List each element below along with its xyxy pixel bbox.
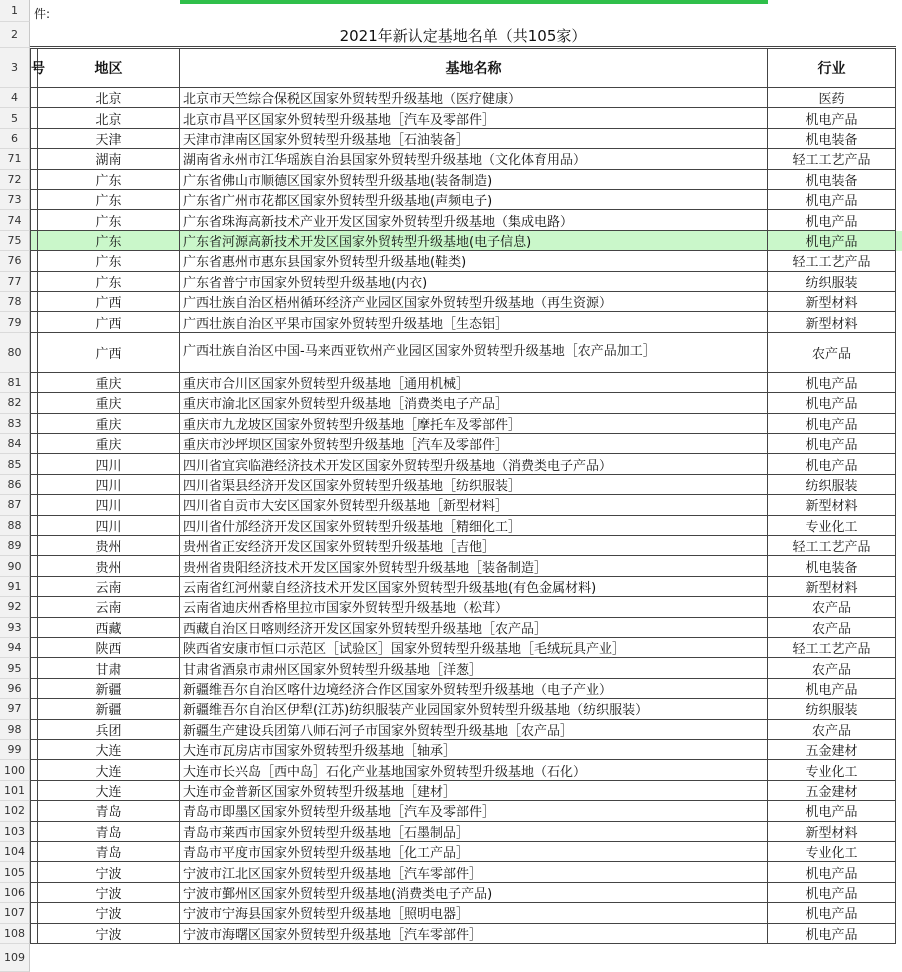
- header-col-a: 号: [30, 48, 38, 88]
- cell-base-name[interactable]: 重庆市渝北区国家外贸转型升级基地［消费类电子产品］: [180, 393, 768, 413]
- cell-region[interactable]: 广东: [38, 170, 180, 190]
- cell-region[interactable]: 四川: [38, 454, 180, 474]
- cell-industry[interactable]: 机电产品: [768, 190, 896, 210]
- cell-industry[interactable]: 轻工工艺产品: [768, 251, 896, 271]
- row-header[interactable]: 92: [0, 597, 30, 617]
- cell-industry[interactable]: 医药: [768, 88, 896, 108]
- cell-region[interactable]: 重庆: [38, 393, 180, 413]
- row-header[interactable]: 109: [0, 944, 30, 972]
- cell-col-a[interactable]: [30, 822, 38, 842]
- cell-col-a[interactable]: [30, 516, 38, 536]
- cell-base-name[interactable]: 广东省广州市花都区国家外贸转型升级基地(声频电子): [180, 190, 768, 210]
- cell-base-name[interactable]: 四川省宜宾临港经济技术开发区国家外贸转型升级基地（消费类电子产品）: [180, 454, 768, 474]
- cell-region[interactable]: 北京: [38, 88, 180, 108]
- row-header[interactable]: 2: [0, 22, 30, 48]
- row-header[interactable]: 77: [0, 272, 30, 292]
- cell-base-name[interactable]: 陕西省安康市恒口示范区［试验区］国家外贸转型升级基地［毛绒玩具产业］: [180, 638, 768, 658]
- row-header[interactable]: 1: [0, 0, 30, 22]
- cell-industry[interactable]: 五金建材: [768, 740, 896, 760]
- cell-industry[interactable]: 机电产品: [768, 801, 896, 821]
- cell-col-a[interactable]: [30, 251, 38, 271]
- cell-base-name[interactable]: 云南省红河州蒙自经济技术开发区国家外贸转型升级基地(有色金属材料): [180, 577, 768, 597]
- cell-industry[interactable]: 专业化工: [768, 760, 896, 780]
- cell-industry[interactable]: 机电装备: [768, 556, 896, 576]
- cell-col-a[interactable]: [30, 292, 38, 312]
- row-header[interactable]: 76: [0, 251, 30, 271]
- cell-region[interactable]: 云南: [38, 577, 180, 597]
- row-header[interactable]: 90: [0, 556, 30, 576]
- cell-base-name[interactable]: 大连市瓦房店市国家外贸转型升级基地［轴承］: [180, 740, 768, 760]
- cell-base-name[interactable]: 重庆市九龙坡区国家外贸转型升级基地［摩托车及零部件］: [180, 414, 768, 434]
- row-header[interactable]: 100: [0, 760, 30, 780]
- cell-industry[interactable]: 机电产品: [768, 108, 896, 128]
- cell-col-a[interactable]: [30, 373, 38, 393]
- row-header[interactable]: 94: [0, 638, 30, 658]
- cell-base-name[interactable]: 广东省珠海高新技术产业开发区国家外贸转型升级基地（集成电路）: [180, 210, 768, 230]
- cell-base-name[interactable]: 西藏自治区日喀则经济开发区国家外贸转型升级基地［农产品］: [180, 618, 768, 638]
- cell-region[interactable]: 大连: [38, 760, 180, 780]
- cell-col-a[interactable]: [30, 454, 38, 474]
- cell-base-name[interactable]: 云南省迪庆州香格里拉市国家外贸转型升级基地（松茸）: [180, 597, 768, 617]
- cell-region[interactable]: 大连: [38, 781, 180, 801]
- cell-base-name[interactable]: 宁波市海曙区国家外贸转型升级基地［汽车零部件］: [180, 924, 768, 944]
- cell-col-a[interactable]: [30, 333, 38, 373]
- cell-region[interactable]: 宁波: [38, 924, 180, 944]
- cell-region[interactable]: 广西: [38, 333, 180, 373]
- cell-col-a[interactable]: [30, 231, 38, 251]
- cell-industry[interactable]: 农产品: [768, 333, 896, 373]
- cell-region[interactable]: 广西: [38, 312, 180, 332]
- header-region: 地区: [38, 48, 180, 88]
- cell-base-name[interactable]: 广东省普宁市国家外贸转型升级基地(内衣): [180, 272, 768, 292]
- header-name: 基地名称: [180, 48, 768, 88]
- cell-base-name[interactable]: 大连市长兴岛［西中岛］石化产业基地国家外贸转型升级基地（石化）: [180, 760, 768, 780]
- cell-industry[interactable]: 机电产品: [768, 373, 896, 393]
- cell-col-a[interactable]: [30, 272, 38, 292]
- cell-industry[interactable]: 机电装备: [768, 170, 896, 190]
- row-header[interactable]: 6: [0, 129, 30, 149]
- cell-region[interactable]: 四川: [38, 516, 180, 536]
- cell-base-name[interactable]: 重庆市合川区国家外贸转型升级基地［通用机械］: [180, 373, 768, 393]
- cell-col-a[interactable]: [30, 842, 38, 862]
- cell-col-a[interactable]: [30, 312, 38, 332]
- cell-col-a[interactable]: [30, 740, 38, 760]
- row-header[interactable]: 4: [0, 88, 30, 108]
- row-header[interactable]: 108: [0, 924, 30, 944]
- cell-region[interactable]: 广东: [38, 210, 180, 230]
- row-header[interactable]: 107: [0, 903, 30, 923]
- cell-region[interactable]: 宁波: [38, 862, 180, 882]
- cell-base-name[interactable]: 重庆市沙坪坝区国家外贸转型升级基地［汽车及零部件］: [180, 434, 768, 454]
- row-header[interactable]: 81: [0, 373, 30, 393]
- cell-base-name[interactable]: 四川省渠县经济开发区国家外贸转型升级基地［纺织服装］: [180, 475, 768, 495]
- cell-base-name[interactable]: 天津市津南区国家外贸转型升级基地［石油装备］: [180, 129, 768, 149]
- cell-col-a[interactable]: [30, 924, 38, 944]
- row-header[interactable]: 83: [0, 414, 30, 434]
- row-header[interactable]: 75: [0, 231, 30, 251]
- cell-col-a[interactable]: [30, 638, 38, 658]
- cell-industry[interactable]: 农产品: [768, 618, 896, 638]
- cell-col-a[interactable]: [30, 393, 38, 413]
- row-header[interactable]: 99: [0, 740, 30, 760]
- cell-col-a[interactable]: [30, 556, 38, 576]
- cell-region[interactable]: 兵团: [38, 720, 180, 740]
- row-header[interactable]: 80: [0, 333, 30, 373]
- cell-region[interactable]: 青岛: [38, 842, 180, 862]
- cell-base-name[interactable]: 贵州省正安经济开发区国家外贸转型升级基地［吉他］: [180, 536, 768, 556]
- cell-base-name[interactable]: 广西壮族自治区梧州循环经济产业园区国家外贸转型升级基地（再生资源）: [180, 292, 768, 312]
- cell-base-name[interactable]: 青岛市即墨区国家外贸转型升级基地［汽车及零部件］: [180, 801, 768, 821]
- row-header[interactable]: 93: [0, 618, 30, 638]
- cell-region[interactable]: 宁波: [38, 903, 180, 923]
- cell-col-a[interactable]: [30, 536, 38, 556]
- row-header[interactable]: 89: [0, 536, 30, 556]
- cell-industry[interactable]: 轻工工艺产品: [768, 536, 896, 556]
- row-header[interactable]: 82: [0, 393, 30, 413]
- cell-industry[interactable]: 新型材料: [768, 495, 896, 515]
- page-title: 2021年新认定基地名单（共105家）: [30, 24, 896, 47]
- cell-base-name[interactable]: 贵州省贵阳经济技术开发区国家外贸转型升级基地［装备制造］: [180, 556, 768, 576]
- cell-col-a[interactable]: [30, 190, 38, 210]
- selection-bar: [180, 0, 768, 4]
- cell-col-a[interactable]: [30, 597, 38, 617]
- cell-base-name[interactable]: 青岛市莱西市国家外贸转型升级基地［石墨制品］: [180, 822, 768, 842]
- cell-col-a[interactable]: [30, 801, 38, 821]
- row-header[interactable]: 95: [0, 658, 30, 678]
- cell-base-name[interactable]: 新疆维吾尔自治区喀什边境经济合作区国家外贸转型升级基地（电子产业）: [180, 679, 768, 699]
- cell-region[interactable]: 广东: [38, 251, 180, 271]
- cell-industry[interactable]: 机电产品: [768, 434, 896, 454]
- cell-industry[interactable]: 纺织服装: [768, 699, 896, 719]
- row-header[interactable]: 84: [0, 434, 30, 454]
- cell-industry[interactable]: 纺织服装: [768, 272, 896, 292]
- cell-industry[interactable]: 机电产品: [768, 454, 896, 474]
- cell-col-a[interactable]: [30, 434, 38, 454]
- cell-industry[interactable]: 机电产品: [768, 924, 896, 944]
- cell-base-name[interactable]: 宁波市鄞州区国家外贸转型升级基地(消费类电子产品): [180, 883, 768, 903]
- cell-industry[interactable]: 新型材料: [768, 822, 896, 842]
- cell-industry[interactable]: 农产品: [768, 597, 896, 617]
- cell-industry[interactable]: 新型材料: [768, 312, 896, 332]
- cell-industry[interactable]: 机电产品: [768, 210, 896, 230]
- cell-col-a[interactable]: [30, 658, 38, 678]
- cell-industry[interactable]: 机电产品: [768, 414, 896, 434]
- cell-base-name[interactable]: 四川省什邡经济开发区国家外贸转型升级基地［精细化工］: [180, 516, 768, 536]
- row-header[interactable]: 79: [0, 312, 30, 332]
- cell-region[interactable]: 青岛: [38, 822, 180, 842]
- cell-col-a[interactable]: [30, 862, 38, 882]
- row-header[interactable]: 97: [0, 699, 30, 719]
- row-header[interactable]: 78: [0, 292, 30, 312]
- row-header[interactable]: 5: [0, 108, 30, 128]
- row1-text: 件:: [34, 6, 51, 21]
- cell-region[interactable]: 西藏: [38, 618, 180, 638]
- row-header[interactable]: 105: [0, 862, 30, 882]
- cell-col-a[interactable]: [30, 129, 38, 149]
- cell-industry[interactable]: 轻工工艺产品: [768, 149, 896, 169]
- cell-region[interactable]: 云南: [38, 597, 180, 617]
- cell-col-a[interactable]: [30, 720, 38, 740]
- cell-industry[interactable]: 新型材料: [768, 292, 896, 312]
- cell-industry[interactable]: 农产品: [768, 720, 896, 740]
- cell-base-name[interactable]: 广东省河源高新技术开发区国家外贸转型升级基地(电子信息): [180, 231, 768, 251]
- row-header[interactable]: 102: [0, 801, 30, 821]
- cell-industry[interactable]: 专业化工: [768, 516, 896, 536]
- row-header[interactable]: 71: [0, 149, 30, 169]
- cell-col-a[interactable]: [30, 88, 38, 108]
- cell-region[interactable]: 广东: [38, 190, 180, 210]
- cell-industry[interactable]: 纺织服装: [768, 475, 896, 495]
- cell-base-name[interactable]: 大连市金普新区国家外贸转型升级基地［建材］: [180, 781, 768, 801]
- row-header[interactable]: 85: [0, 454, 30, 474]
- cell-industry[interactable]: 专业化工: [768, 842, 896, 862]
- cell-col-a[interactable]: [30, 883, 38, 903]
- cell-col-a[interactable]: [30, 760, 38, 780]
- cell-region[interactable]: 湖南: [38, 149, 180, 169]
- cell-base-name[interactable]: 广西壮族自治区中国-马来西亚钦州产业园区国家外贸转型升级基地［农产品加工］: [180, 333, 768, 373]
- cell-region[interactable]: 大连: [38, 740, 180, 760]
- cell-industry[interactable]: 机电装备: [768, 129, 896, 149]
- cell-col-a[interactable]: [30, 699, 38, 719]
- cell-col-a[interactable]: [30, 414, 38, 434]
- cell-base-name[interactable]: 广西壮族自治区平果市国家外贸转型升级基地［生态铝］: [180, 312, 768, 332]
- cell-industry[interactable]: 机电产品: [768, 393, 896, 413]
- cell-base-name[interactable]: 湖南省永州市江华瑶族自治县国家外贸转型升级基地（文化体育用品）: [180, 149, 768, 169]
- cell-base-name[interactable]: 广东省佛山市顺德区国家外贸转型升级基地(装备制造): [180, 170, 768, 190]
- cell-industry[interactable]: 新型材料: [768, 577, 896, 597]
- cell-base-name[interactable]: 新疆生产建设兵团第八师石河子市国家外贸转型升级基地［农产品］: [180, 720, 768, 740]
- row-header[interactable]: 101: [0, 781, 30, 801]
- cell-col-a[interactable]: [30, 149, 38, 169]
- cell-industry[interactable]: 农产品: [768, 658, 896, 678]
- row-header[interactable]: 104: [0, 842, 30, 862]
- row-header[interactable]: 96: [0, 679, 30, 699]
- cell-industry[interactable]: 机电产品: [768, 679, 896, 699]
- cell-col-a[interactable]: [30, 781, 38, 801]
- cell-base-name[interactable]: 北京市天竺综合保税区国家外贸转型升级基地（医疗健康）: [180, 88, 768, 108]
- cell-region[interactable]: 青岛: [38, 801, 180, 821]
- cell-base-name[interactable]: 广东省惠州市惠东县国家外贸转型升级基地(鞋类): [180, 251, 768, 271]
- cell-region[interactable]: 四川: [38, 495, 180, 515]
- cell-region[interactable]: 广东: [38, 231, 180, 251]
- cell-base-name[interactable]: 新疆维吾尔自治区伊犁(江苏)纺织服装产业园国家外贸转型升级基地（纺织服装）: [180, 699, 768, 719]
- cell-base-name[interactable]: 北京市昌平区国家外贸转型升级基地［汽车及零部件］: [180, 108, 768, 128]
- cell-region[interactable]: 贵州: [38, 536, 180, 556]
- cell-col-a[interactable]: [30, 618, 38, 638]
- cell-region[interactable]: 广西: [38, 292, 180, 312]
- row-header[interactable]: 86: [0, 475, 30, 495]
- cell-industry[interactable]: 机电产品: [768, 903, 896, 923]
- cell-col-a[interactable]: [30, 475, 38, 495]
- row-header[interactable]: 87: [0, 495, 30, 515]
- cell-industry[interactable]: 五金建材: [768, 781, 896, 801]
- cell-base-name[interactable]: 宁波市宁海县国家外贸转型升级基地［照明电器］: [180, 903, 768, 923]
- cell-region[interactable]: 陕西: [38, 638, 180, 658]
- cell-region[interactable]: 广东: [38, 272, 180, 292]
- cell-industry[interactable]: 机电产品: [768, 862, 896, 882]
- cell-region[interactable]: 新疆: [38, 679, 180, 699]
- cell-region[interactable]: 重庆: [38, 414, 180, 434]
- cell-region[interactable]: 宁波: [38, 883, 180, 903]
- cell-industry[interactable]: 机电产品: [768, 231, 896, 251]
- cell-col-a[interactable]: [30, 495, 38, 515]
- row-header[interactable]: 106: [0, 883, 30, 903]
- cell-col-a[interactable]: [30, 210, 38, 230]
- cell-industry[interactable]: 机电产品: [768, 883, 896, 903]
- cell-industry[interactable]: 轻工工艺产品: [768, 638, 896, 658]
- cell-region[interactable]: 甘肃: [38, 658, 180, 678]
- cell-col-a[interactable]: [30, 903, 38, 923]
- cell-base-name[interactable]: 甘肃省酒泉市肃州区国家外贸转型升级基地［洋葱］: [180, 658, 768, 678]
- cell-col-a[interactable]: [30, 170, 38, 190]
- cell-base-name[interactable]: 四川省自贡市大安区国家外贸转型升级基地［新型材料］: [180, 495, 768, 515]
- cell-region[interactable]: 北京: [38, 108, 180, 128]
- row-header[interactable]: 73: [0, 190, 30, 210]
- cell-region[interactable]: 新疆: [38, 699, 180, 719]
- cell-base-name[interactable]: 宁波市江北区国家外贸转型升级基地［汽车零部件］: [180, 862, 768, 882]
- cell-region[interactable]: 四川: [38, 475, 180, 495]
- cell-region[interactable]: 天津: [38, 129, 180, 149]
- row-header[interactable]: 88: [0, 516, 30, 536]
- row-header[interactable]: 98: [0, 720, 30, 740]
- row-header[interactable]: 74: [0, 210, 30, 230]
- cell-base-name[interactable]: 青岛市平度市国家外贸转型升级基地［化工产品］: [180, 842, 768, 862]
- row-header[interactable]: 3: [0, 48, 30, 88]
- row-header[interactable]: 103: [0, 822, 30, 842]
- header-industry: 行业: [768, 48, 896, 88]
- cell-col-a[interactable]: [30, 108, 38, 128]
- cell-region[interactable]: 贵州: [38, 556, 180, 576]
- cell-col-a[interactable]: [30, 679, 38, 699]
- cell-region[interactable]: 重庆: [38, 434, 180, 454]
- cell-region[interactable]: 重庆: [38, 373, 180, 393]
- cell-col-a[interactable]: [30, 577, 38, 597]
- row-header[interactable]: 72: [0, 170, 30, 190]
- row-header[interactable]: 91: [0, 577, 30, 597]
